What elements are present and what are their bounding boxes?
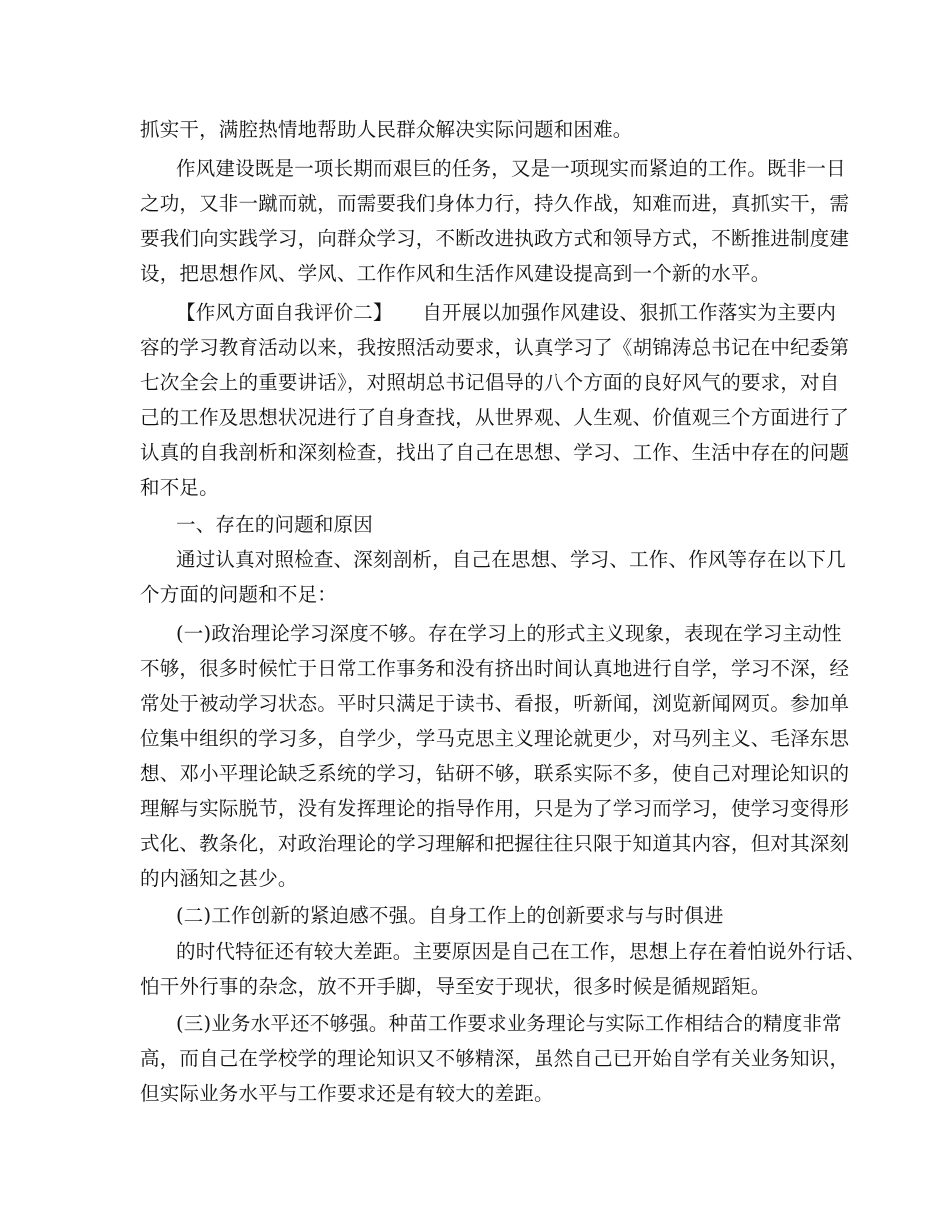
text-line: (一)政治理论学习深度不够。存在学习上的形式主义现象，表现在学习主动性 <box>176 622 842 645</box>
text-line: 认真的自我剖析和深刻检查，找出了自己在思想、学习、工作、生活中存在的问题 <box>140 441 850 464</box>
text-line: 理解与实际脱节，没有发挥理论的指导作用，只是为了学习而学习，使学习变得形 <box>140 797 850 820</box>
text-line: 位集中组织的学习多，自学少，学马克思主义理论就更少，对马列主义、毛泽东思 <box>140 727 850 750</box>
text-line: 七次全会上的重要讲话》，对照胡总书记倡导的八个方面的良好风气的要求，对自 <box>140 371 840 394</box>
text-line: 想、邓小平理论缺乏系统的学习，钻研不够，联系实际不多，使自己对理论知识的 <box>140 762 850 785</box>
text-line: 怕干外行事的杂念，放不开手脚，导至安于现状，很多时候是循规蹈矩。 <box>140 975 771 998</box>
text-line: 的内涵知之甚少。 <box>140 867 298 890</box>
text-line: 和不足。 <box>140 476 219 499</box>
subsection-heading: 一、存在的问题和原因 <box>176 513 374 536</box>
text-line: 设，把思想作风、学风、工作作风和生活作风建设提高到一个新的水平。 <box>140 262 771 285</box>
text-line: 不够，很多时候忙于日常工作事务和没有挤出时间认真地进行自学，学习不深，经 <box>140 657 850 680</box>
text-line: 己的工作及思想状况进行了自身查找，从世界观、人生观、价值观三个方面进行了 <box>140 406 850 429</box>
text-line: 通过认真对照检查、深刻剖析，自己在思想、学习、工作、作风等存在以下几 <box>176 548 846 571</box>
text-line: 抓实干，满腔热情地帮助人民群众解决实际问题和困难。 <box>140 118 633 141</box>
text-line: 常处于被动学习状态。平时只满足于读书、看报，听新闻，浏览新闻网页。参加单 <box>140 692 850 715</box>
text-line: (三)业务水平还不够强。种苗工作要求业务理论与实际工作相结合的精度非常 <box>176 1012 842 1035</box>
text-line: 的时代特征还有较大差距。主要原因是自己在工作，思想上存在着怕说外行话、 <box>176 940 866 963</box>
text-line: 但实际业务水平与工作要求还是有较大的差距。 <box>140 1082 554 1105</box>
text-line: 高，而自己在学校学的理论知识又不够精深，虽然自己已开始自学有关业务知识， <box>140 1047 850 1070</box>
text-line: 个方面的问题和不足： <box>140 583 338 606</box>
text-line: 式化、教条化，对政治理论的学习理解和把握往往只限于知道其内容，但对其深刻 <box>140 832 850 855</box>
section-heading: 【作风方面自我评价二】 自开展以加强作风建设、狠抓工作落实为主要内 <box>176 301 837 324</box>
text-line: 之功，又非一蹴而就，而需要我们身体力行，持久作战，知难而进，真抓实干，需 <box>140 192 850 215</box>
text-line: 容的学习教育活动以来，我按照活动要求，认真学习了《胡锦涛总书记在中纪委第 <box>140 336 850 359</box>
text-line: 要我们向实践学习，向群众学习，不断改进执政方式和领导方式，不断推进制度建 <box>140 227 850 250</box>
text-line: 作风建设既是一项长期而艰巨的任务，又是一项现实而紧迫的工作。既非一日 <box>176 157 846 180</box>
text-line: (二)工作创新的紧迫感不强。自身工作上的创新要求与与时俱进 <box>176 904 724 927</box>
